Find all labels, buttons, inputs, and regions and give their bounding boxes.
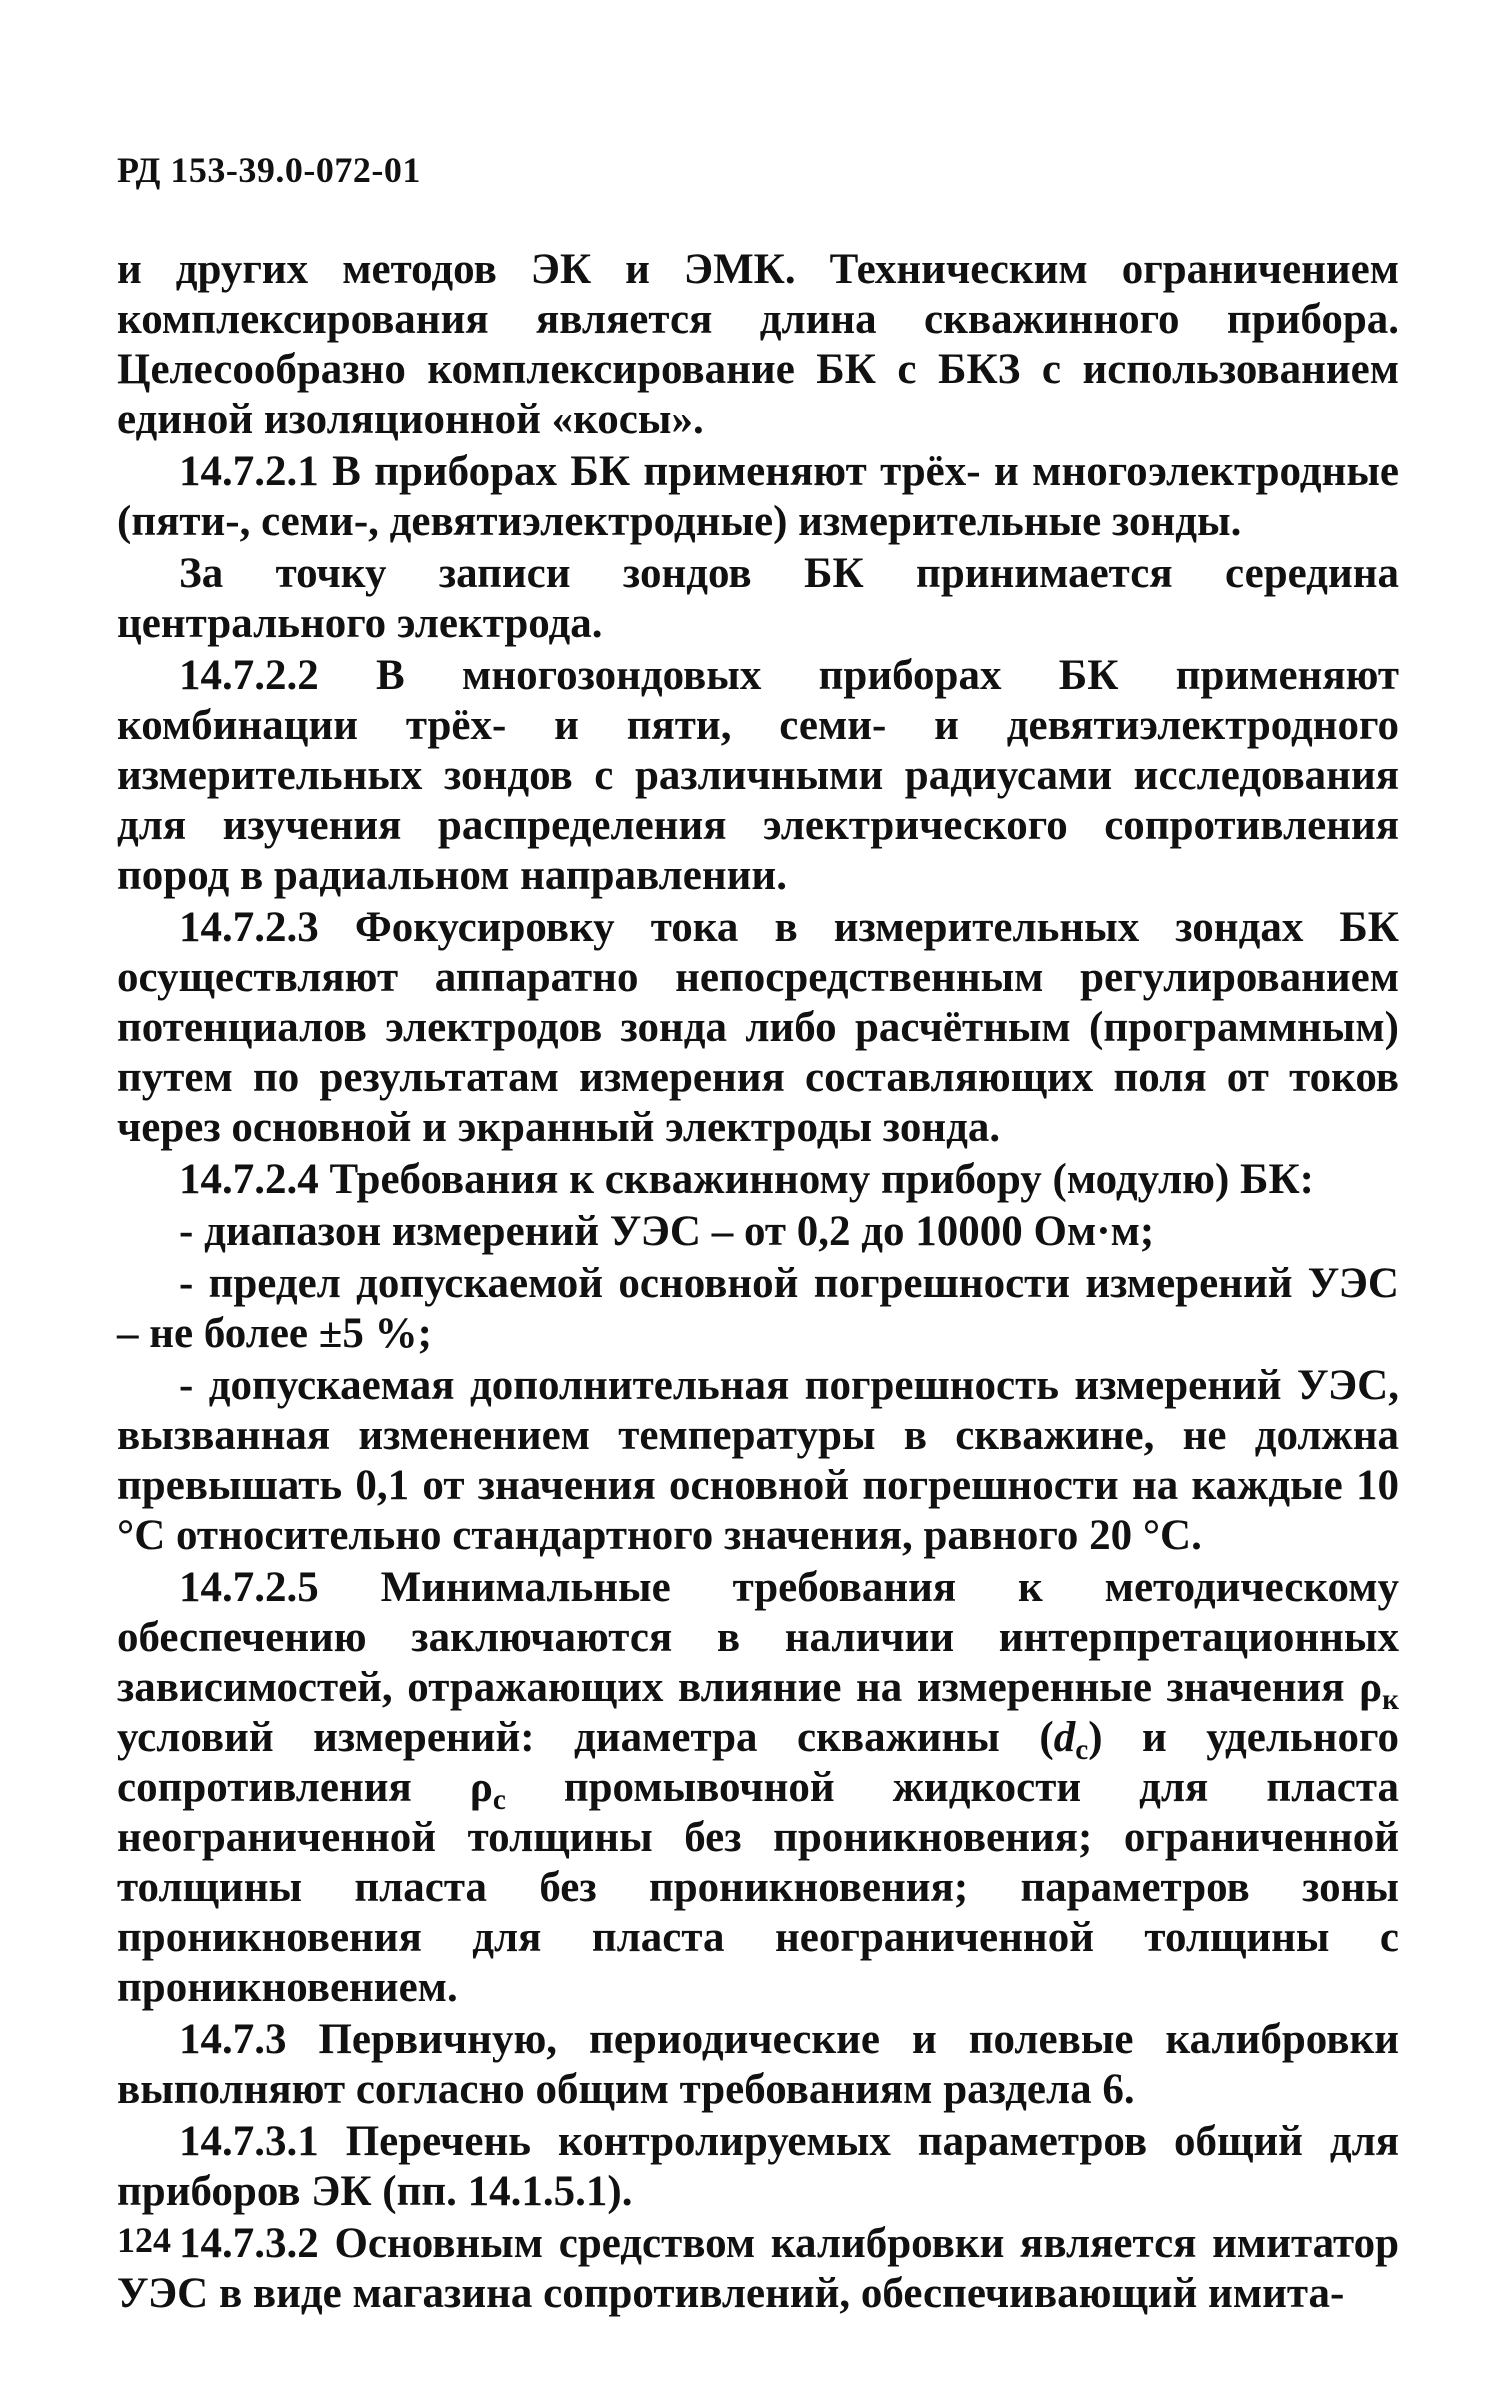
page-number: 124 xyxy=(117,2220,171,2260)
paragraph-continuation: и других методов ЭК и ЭМК. Техническим ограничением комплексирования является длина скважинного прибора. Целесообразно комплексирование БК с БКЗ с использованием единой изоляционной «косы». xyxy=(117,246,1399,443)
paragraph-14-7-3-2: 14.7.3.2 Основным средством калибровки является имитатор УЭС в виде магазина сопротивлений, обеспечивающий имита- xyxy=(117,2220,1399,2317)
list-item-measurement-range: - диапазон измерений УЭС – от 0,2 до 10000 Ом·м; xyxy=(179,1208,1155,1255)
paragraph-14-7-2-5 xyxy=(117,1563,1399,2013)
list-item-temperature-error: - допускаемая дополнительная погрешность измерений УЭС, вызванная изменением температуры в скважине, не должна превышать 0,1 от значения основной погрешности на каждые 10 °С относительно стандартного значения, равного 20 °С. xyxy=(117,1362,1399,1559)
paragraph-14-7-3: 14.7.3 Первичную, периодические и полевые калибровки выполняют согласно общим требованиям раздела 6. xyxy=(117,2016,1399,2113)
document-code-header: РД 153-39.0-072-01 xyxy=(117,150,421,190)
document-body xyxy=(117,245,1399,2321)
paragraph-14-7-3-1: 14.7.3.1 Перечень контролируемых параметров общий для приборов ЭК (пп. 14.1.5.1). xyxy=(117,2118,1399,2215)
paragraph-14-7-2-4: 14.7.2.4 Требования к скважинному прибору (модулю) БК: xyxy=(179,1156,1314,1203)
paragraph-14-7-2-1: 14.7.2.1 В приборах БК применяют трёх- и многоэлектродные (пяти-, семи-, девятиэлектродные) измерительные зонды. xyxy=(117,448,1399,545)
paragraph-14-7-2-2: 14.7.2.2 В многозондовых приборах БК применяют комбинации трёх- и пяти, семи- и девятиэлектродного измерительных зондов с различными радиусами исследования для изучения распределения электрического сопротивления пород в радиальном направлении. xyxy=(117,652,1399,899)
paragraph-14-7-2-5-part2: условий измерений: диаметра скважины ( xyxy=(117,1714,1054,1761)
rho-c-subscript: с xyxy=(492,1784,506,1817)
paragraph-recording-point: За точку записи зондов БК принимается середина центрального электрода. xyxy=(117,550,1399,647)
diameter-subscript: с xyxy=(1075,1734,1089,1767)
paragraph-14-7-2-3: 14.7.2.3 Фокусировку тока в измерительных зондах БК осуществляют аппаратно непосредственным регулированием потенциалов электродов зонда либо расчётным (программным) путем по результатам измерения составляющих поля от токов через основной и экранный электроды зонда. xyxy=(117,904,1399,1151)
rho-k-symbol: ρ xyxy=(1359,1664,1383,1711)
list-item-basic-error: - предел допускаемой основной погрешности измерений УЭС – не более ±5 %; xyxy=(117,1260,1399,1357)
paragraph-14-7-2-5-part4: промывочной жидкости для пласта неограниченной толщины без проникновения; ограниченной толщины пласта без проникновения; параметров зоны проникновения для пласта неограниченной толщины с проникновением. xyxy=(117,1764,1399,2011)
rho-c-symbol: ρ xyxy=(469,1764,493,1811)
rho-k-subscript: к xyxy=(1382,1684,1399,1717)
diameter-symbol: d xyxy=(1053,1714,1076,1761)
paragraph-14-7-2-5-part3: ) и удельного сопротивления xyxy=(117,1714,1399,1811)
paragraph-14-7-2-5-part1: 14.7.2.5 Минимальные требования к методическому обеспечению заключаются в наличии интерпретационных зависимостей, отражающих влияние на измеренные значения xyxy=(117,1564,1399,1711)
